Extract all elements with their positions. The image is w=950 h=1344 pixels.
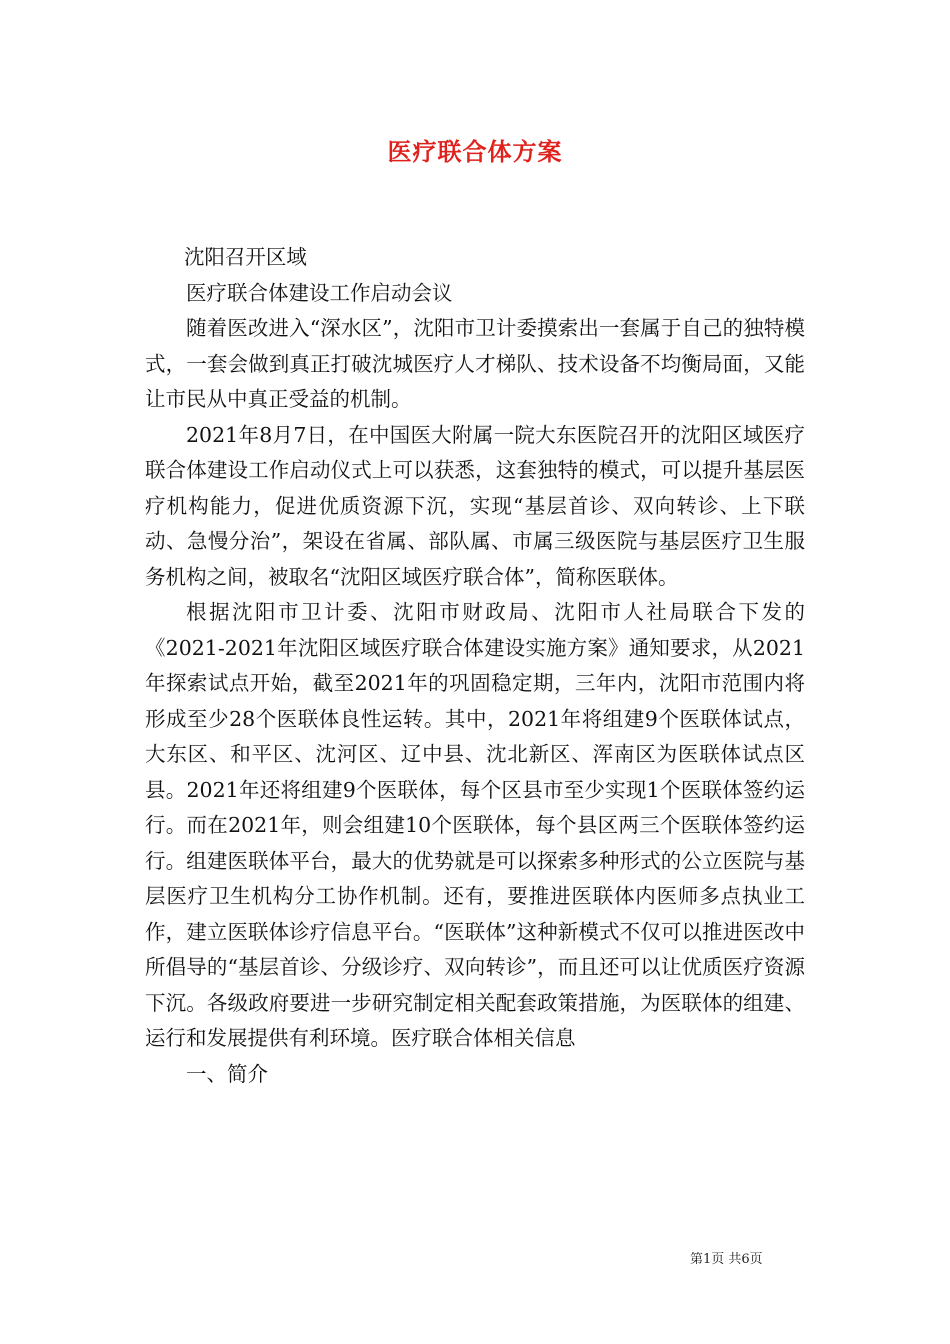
paragraph-6: 一、简介 xyxy=(186,1061,268,1086)
paragraph-3: 随着医改进入“深水区”，沈阳市卫计委摸索出一套属于自己的独特模式，一套会做到真正打破沈城医疗人才梯队、技术设备不均衡局面，又能让市民从中真正受益的机制。 xyxy=(145,316,805,411)
paragraph-4: 2021年8月7日，在中国医大附属一院大东医院召开的沈阳区域医疗联合体建设工作启动仪式上可以获悉，这套独特的模式，可以提升基层医疗机构能力，促进优质资源下沉，实现“基层首诊、双向转诊、上下联动、急慢分治”，架设在省属、部队属、市属三级医院与基层医疗卫生服务机构之间，被取名“沈阳区域医疗联合体”，简称医联体。 xyxy=(145,422,805,589)
paragraph-1: 沈阳召开区域 xyxy=(183,245,307,269)
page-number-footer: 第1页 共6页 xyxy=(690,1252,763,1267)
document-body xyxy=(145,240,805,1092)
paragraph-5: 根据沈阳市卫计委、沈阳市财政局、沈阳市人社局联合下发的《2021-2021年沈阳区域医疗联合体建设实施方案》通知要求，从2021年探索试点开始，截至2021年的巩固稳定期，三年内，沈阳市范围内将形成至少28个医联体良性运转。其中，2021年将组建9个医联体试点，大东区、和平区、沈河区、辽中县、沈北新区、浑南区为医联体试点区县。2021年还将组建9个医联体，每个区县市至少实现1个医联体签约运行。而在2021年，则会组建10个医联体，每个县区两三个医联体签约运行。组建医联体平台，最大的优势就是可以探索多种形式的公立医院与基层医疗卫生机构分工协作机制。还有，要推进医联体内医师多点执业工作，建立医联体诊疗信息平台。“医联体”这种新模式不仅可以推进医改中所倡导的“基层首诊、分级诊疗、双向转诊”，而且还可以让优质医疗资源下沉。各级政府要进一步研究制定相关配套政策措施，为医联体的组建、运行和发展提供有利环境。医疗联合体相关信息 xyxy=(145,600,805,1050)
paragraph-2: 医疗联合体建设工作启动会议 xyxy=(186,280,453,305)
document-title: 医疗联合体方案 xyxy=(387,137,563,166)
